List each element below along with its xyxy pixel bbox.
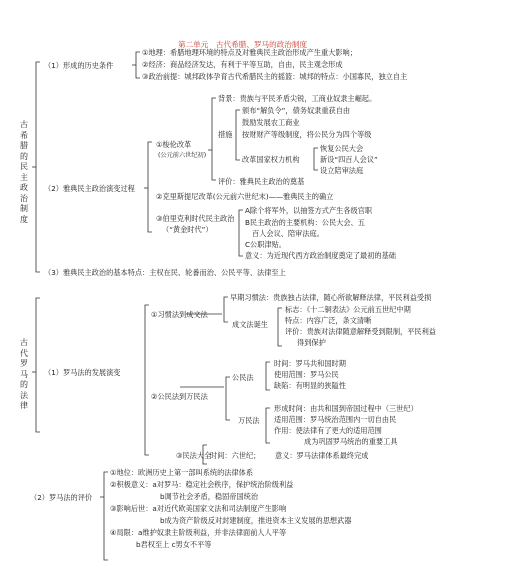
condition-geography: ①地理：希腊地理环境的特点及对雅典民主政治形成产生重大影响； <box>142 48 357 57</box>
corpus-time: 时间：六世纪； <box>210 451 261 460</box>
early-custom-law: 早期习惯法：贵族独占法律，随心所欲解释法律，平民利益受损 <box>230 293 432 302</box>
eval-limitation: ④局限：a维护奴隶主阶级利益，并非法律面前人人平等 <box>110 528 287 537</box>
greece-item-2: （2）雅典民主政治演变过程 <box>44 184 135 193</box>
greece-item-3: （3）雅典民主政治的基本特点：主权在民、轮番而治、公民平等、法律至上 <box>44 268 286 277</box>
rome-item-1: （1）罗马法的发展演变 <box>44 368 121 377</box>
eval-limitation-b: b君权至上 c男女不平等 <box>136 540 212 549</box>
pericles-era: ③伯里克利时代民主政治 <box>156 214 235 223</box>
greece-item-1: （1）形成的历史条件 <box>44 61 114 70</box>
page-title: 第二单元 古代希腊、罗马的政治制度 <box>178 40 308 49</box>
civil-time: 时间：罗马共和国时期 <box>274 359 346 368</box>
pericles-b2: 百人会议、陪审法庭。 <box>252 229 324 238</box>
measure-3: 按财财产等级制度，将公民分为四个等级 <box>242 130 372 139</box>
eval-influence-b: b成为资产阶级反对封建制度，推进资本主义发展的思想武器 <box>160 516 352 525</box>
pericles-significance: 意义：为近现代西方政治制度奠定了最初的基础 <box>245 251 396 260</box>
eval-positive-b: b调节社会矛盾，稳固帝国统治 <box>160 492 259 501</box>
cleisthenes-reform: ②克里斯提尼改革(公元前六世纪末)——雅典民主的确立 <box>156 192 334 201</box>
corpus-juris: ③民法大全 <box>176 451 212 460</box>
condition-politics: ③政治前提：城邦政体孕育古代希腊民主的摇篮：城邦的特点：小国寡民，独立自主 <box>142 72 408 81</box>
written-feature: 特点：内容广泛，条文清晰 <box>285 316 372 325</box>
rome-side-label: 古代罗马的法律 <box>20 338 28 410</box>
measure-4a: 恢复公民大会 <box>320 144 364 153</box>
written-mark: 标志：《十二铜表法》公元前五世纪中期 <box>285 305 411 314</box>
eval-status: ①地位：欧洲历史上第一部叫系统的法律体系 <box>110 468 254 477</box>
corpus-significance: 意义：罗马法律体系最终完成 <box>275 451 369 460</box>
measure-4: 改革国家权力机构 <box>242 155 300 164</box>
pericles-golden-age: （“黄金时代”） <box>162 225 213 234</box>
nations-role: 作用：使法律有了更大的适用范围 <box>274 426 382 435</box>
pericles-b: B民主政治的主要机构：公民大会、五 <box>245 218 365 227</box>
measures-label: 措施 <box>218 130 233 139</box>
civil-law: 公民法 <box>232 373 254 382</box>
written-law-born: 成文法诞生 <box>232 320 268 329</box>
solon-background: 背景：贵族与平民矛盾尖锐，工商业奴隶主崛起。 <box>218 94 377 103</box>
pericles-a: A除个将军外，以抽签方式产生各级官职 <box>245 206 373 215</box>
civil-scope: 使用范围：罗马公民 <box>274 370 339 379</box>
nations-scope: 适用范围：罗马统治范围内一切自由民 <box>274 415 397 424</box>
nations-law: 万民法 <box>238 416 260 425</box>
measure-1: 颁布“解负令”，债务奴隶重获自由 <box>242 106 351 115</box>
rome-item-2: （2）罗马法的评价 <box>30 493 93 502</box>
written-eval-2: 得到保护 <box>297 338 326 347</box>
solon-reform: ①梭伦改革 <box>156 140 192 149</box>
civil-defect: 缺陷：有明显的狭隘性 <box>274 381 346 390</box>
written-eval: 评价：贵族对法律随意解释受到限制，平民利益 <box>285 327 436 336</box>
solon-evaluation: 评价：雅典民主政治的奠基 <box>218 177 305 186</box>
nations-time: 形成时间：由共和国到帝国过程中（三世纪） <box>274 404 418 413</box>
measure-4c: 设立陪审法庭 <box>320 166 364 175</box>
pericles-c: C公职津贴。 <box>245 240 286 249</box>
eval-positive: ②积极意义：a对罗马：稳定社会秩序，保护统治阶级利益 <box>110 480 294 489</box>
greece-side-label: 古希腊的民主政治制度 <box>20 120 28 224</box>
solon-time: (公元前六世纪初) <box>158 152 207 159</box>
eval-influence: ③影响后世：a对近代欧美国家文法和司法制度产生影响 <box>110 504 287 513</box>
condition-economy: ②经济：商品经济发达，有利于平等互助，自由，民主观念形成 <box>142 60 343 69</box>
measure-4b: 新设“四百人会议” <box>320 155 378 164</box>
custom-to-written: ①习惯法到成文法 <box>151 310 208 319</box>
measure-2: 鼓励发展农工商业 <box>242 118 300 127</box>
civil-to-nations: ②公民法到万民法 <box>151 392 208 401</box>
nations-role-2: 成为巩固罗马统治的重要工具 <box>304 437 398 446</box>
